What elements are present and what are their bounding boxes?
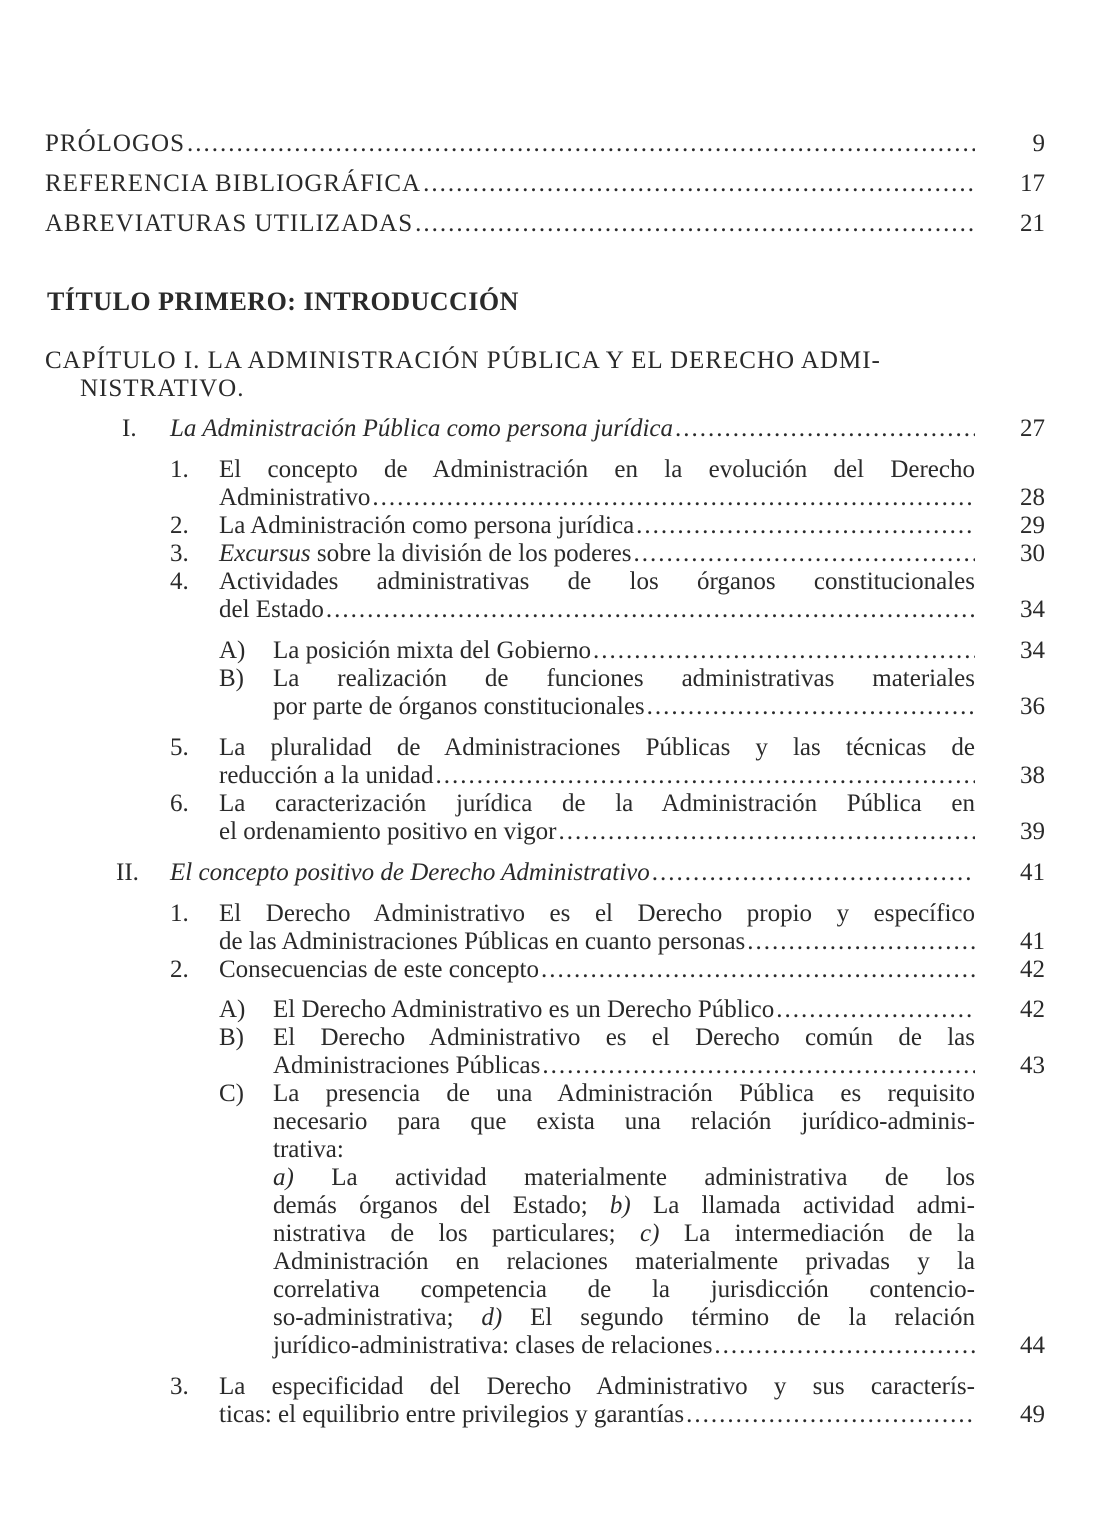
entry-number: 6. — [170, 790, 189, 817]
sub-text: La llamada actividad admi- — [630, 1192, 975, 1219]
sub-text: so-administrativa; — [273, 1304, 482, 1331]
page-number: 39 — [1020, 818, 1045, 845]
entry-label-line2: por parte de órganos constitucionales — [273, 693, 645, 720]
page-number: 29 — [1020, 512, 1045, 539]
entry-label-line2: ticas: el equilibrio entre privilegios y garantías — [219, 1401, 685, 1428]
chapter-heading-line2: NISTRATIVO. — [80, 375, 245, 402]
entry-label-line1: La caracterización jurídica de la Administración Pública en — [219, 790, 975, 817]
page-number: 41 — [1020, 859, 1045, 886]
entry-label-line1: La realización de funciones administrativas materiales — [273, 665, 975, 692]
page-number: 44 — [1020, 1332, 1045, 1359]
page-number: 30 — [1020, 540, 1045, 567]
entry-label-line2: reducción a la unidad — [219, 762, 434, 789]
entry-label-line1: El Derecho Administrativo es el Derecho propio y específico — [219, 900, 975, 927]
sub-letter-d: d) — [481, 1304, 503, 1331]
entry-label: sobre la división de los poderes — [310, 540, 632, 567]
entry-number: II. — [116, 859, 139, 886]
entry-label-line2: el ordenamiento positivo en vigor — [219, 818, 557, 845]
entry-number: A) — [219, 637, 246, 664]
page-number: 17 — [1020, 170, 1045, 197]
page-number: 49 — [1020, 1401, 1045, 1428]
page-number: 21 — [1020, 210, 1045, 237]
sub-letter-a: a) — [273, 1164, 294, 1191]
page-number: 41 — [1020, 928, 1045, 955]
entry-label: Consecuencias de este concepto — [219, 956, 540, 983]
sub-line-7: jurídico-administrativa: clases de relaciones — [273, 1332, 713, 1359]
page-number: 36 — [1020, 693, 1045, 720]
entry-number: 1. — [170, 900, 189, 927]
entry-number: 2. — [170, 512, 189, 539]
entry-number: 2. — [170, 956, 189, 983]
page-number: 34 — [1020, 637, 1045, 664]
entry-label-line2: necesario para que exista una relación jurídico-adminis- — [273, 1108, 975, 1135]
entry-label-line2: de las Administraciones Públicas en cuanto personas — [219, 928, 746, 955]
sub-line-4: Administración en relaciones materialmente privadas y la — [273, 1248, 975, 1275]
entry-label-line2: Administraciones Públicas — [273, 1052, 541, 1079]
page-number: 28 — [1020, 484, 1045, 511]
entry-label: El Derecho Administrativo es un Derecho Público — [273, 996, 775, 1023]
entry-number: B) — [219, 1024, 244, 1051]
page-number: 42 — [1020, 996, 1045, 1023]
sub-line-5: correlativa competencia de la jurisdicción contencio- — [273, 1276, 975, 1303]
entry-label: La Administración como persona jurídica — [219, 512, 635, 539]
entry-number: A) — [219, 996, 246, 1023]
entry-label-line2: del Estado — [219, 596, 324, 623]
page-number: 42 — [1020, 956, 1045, 983]
sub-letter-b: b) — [609, 1192, 631, 1219]
page-number: 9 — [1032, 130, 1045, 157]
page-number: 43 — [1020, 1052, 1045, 1079]
sub-text: La actividad materialmente administrativa de los — [293, 1164, 975, 1191]
entry-number: B) — [219, 665, 244, 692]
entry-label-line1: El concepto de Administración en la evolución del Derecho — [219, 456, 975, 483]
part-title: TÍTULO PRIMERO: INTRODUCCIÓN — [47, 287, 519, 316]
entry-label: El concepto positivo de Derecho Administrativo — [170, 859, 650, 886]
sub-line-6 — [273, 1304, 975, 1332]
entry-number: 5. — [170, 734, 189, 761]
page-number: 27 — [1020, 415, 1045, 442]
entry-label-line1: La pluralidad de Administraciones Públicas y las técnicas de — [219, 734, 975, 761]
entry-label: La Administración Pública como persona jurídica — [170, 415, 673, 442]
sub-letter-c: c) — [639, 1220, 660, 1247]
entry-label: ABREVIATURAS UTILIZADAS — [45, 210, 414, 237]
sub-line-1 — [273, 1164, 975, 1192]
entry-number: 3. — [170, 540, 189, 567]
entry-label-italic: Excursus — [219, 540, 311, 567]
page-number: 34 — [1020, 596, 1045, 623]
entry-label-line1: Actividades administrativas de los órganos constitucionales — [219, 568, 975, 595]
entry-number: 1. — [170, 456, 189, 483]
entry-label-line1: La especificidad del Derecho Administrativo y sus caracterís- — [219, 1373, 975, 1400]
entry-number: 4. — [170, 568, 189, 595]
page-number: 38 — [1020, 762, 1045, 789]
sub-line-2 — [273, 1192, 975, 1220]
entry-label: REFERENCIA BIBLIOGRÁFICA — [45, 170, 422, 197]
sub-text: demás órganos del Estado; — [273, 1192, 610, 1219]
entry-number: I. — [122, 415, 137, 442]
entry-label-line1: El Derecho Administrativo es el Derecho común de las — [273, 1024, 975, 1051]
entry-number: 3. — [170, 1373, 189, 1400]
entry-label-line2: Administrativo — [219, 484, 371, 511]
sub-text: La intermediación de la — [659, 1220, 975, 1247]
sub-text: El segundo término de la relación — [502, 1304, 975, 1331]
entry-label-line3: trativa: — [273, 1136, 344, 1163]
sub-text: nistrativa de los particulares; — [273, 1220, 640, 1247]
entry-number: C) — [219, 1080, 244, 1107]
chapter-heading-line1: CAPÍTULO I. LA ADMINISTRACIÓN PÚBLICA Y EL DERECHO ADMI- — [45, 347, 881, 374]
entry-label-line1: La presencia de una Administración Pública es requisito — [273, 1080, 975, 1107]
entry-label: La posición mixta del Gobierno — [273, 637, 591, 664]
sub-line-3 — [273, 1220, 975, 1248]
entry-label: PRÓLOGOS — [45, 130, 185, 157]
